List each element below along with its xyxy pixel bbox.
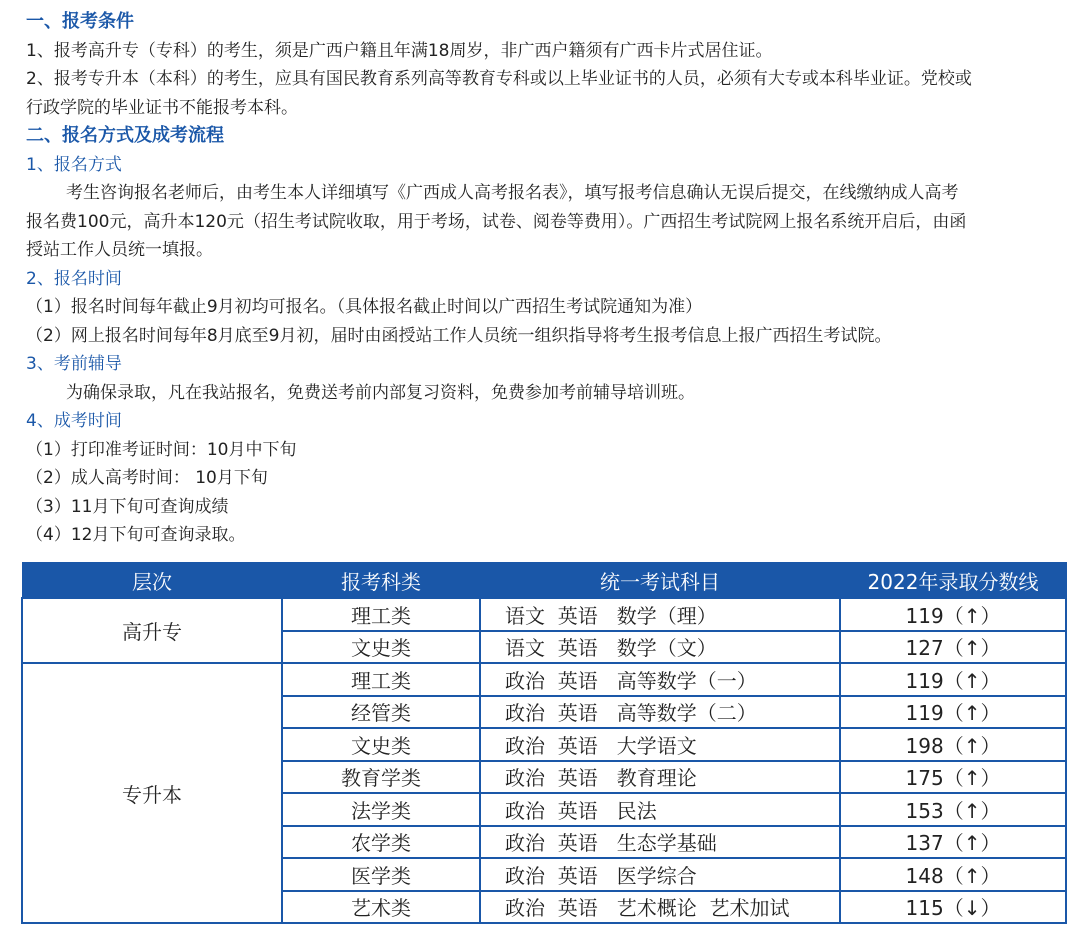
category-cell: 艺术类	[282, 891, 480, 924]
paragraph: 报名费100元，高升本120元（招生考试院收取，用于考场，试卷、阅卷等费用）。广西招生考试院网上报名系统开启后，由函	[26, 211, 967, 232]
subjects-cell: 政治 英语 高等数学（二）	[480, 696, 840, 729]
subjects-cell: 语文 英语 数学（文）	[480, 631, 840, 664]
document-body	[26, 0, 1072, 550]
table-header-row	[22, 563, 1066, 598]
header-level: 层次	[22, 563, 282, 598]
score-cell: 115（↓）	[840, 891, 1066, 924]
paragraph: 1、报考高升专（专科）的考生，须是广西户籍且年满18周岁，非广西户籍须有广西卡片式居住证。	[26, 40, 773, 61]
category-cell: 理工类	[282, 663, 480, 696]
paragraph: 为确保录取，凡在我站报名，免费送考前内部复习资料，免费参加考前辅导培训班。	[66, 382, 695, 403]
table-row	[22, 663, 1066, 696]
level-cell: 专升本	[22, 663, 282, 923]
table-row	[22, 598, 1066, 631]
subheading-registration-time: 2、报名时间	[26, 268, 122, 289]
header-category: 报考科类	[282, 563, 480, 598]
level-cell: 高升专	[22, 598, 282, 663]
subjects-cell: 政治 英语 大学语文	[480, 728, 840, 761]
section-heading-requirements: 一、报考条件	[26, 11, 134, 32]
score-cell: 198（↑）	[840, 728, 1066, 761]
section-heading-process: 二、报名方式及成考流程	[26, 125, 224, 146]
paragraph: 行政学院的毕业证书不能报考本科。	[26, 97, 298, 118]
category-cell: 法学类	[282, 793, 480, 826]
category-cell: 文史类	[282, 728, 480, 761]
subjects-cell: 政治 英语 医学综合	[480, 858, 840, 891]
score-cell: 127（↑）	[840, 631, 1066, 664]
list-item: （2）网上报名时间每年8月底至9月初，届时由函授站工作人员统一组织指导将考生报考信息上报广西招生考试院。	[26, 325, 892, 346]
paragraph: 授站工作人员统一填报。	[26, 240, 213, 260]
subjects-cell: 政治 英语 民法	[480, 793, 840, 826]
list-item: （1）报名时间每年截止9月初均可报名。（具体报名截止时间以广西招生考试院通知为准）	[26, 297, 703, 317]
subjects-cell: 政治 英语 艺术概论 艺术加试	[480, 891, 840, 924]
subjects-cell: 政治 英语 教育理论	[480, 761, 840, 794]
score-cell: 119（↑）	[840, 598, 1066, 631]
header-subjects: 统一考试科目	[480, 563, 840, 598]
subheading-registration-method: 1、报名方式	[26, 154, 122, 175]
score-cell: 119（↑）	[840, 663, 1066, 696]
category-cell: 教育学类	[282, 761, 480, 794]
subjects-cell: 政治 英语 高等数学（一）	[480, 663, 840, 696]
header-score: 2022年录取分数线	[840, 563, 1066, 598]
score-cell: 119（↑）	[840, 696, 1066, 729]
list-item: （4）12月下旬可查询录取。	[26, 525, 246, 545]
admission-score-table	[21, 562, 1067, 924]
score-cell: 153（↑）	[840, 793, 1066, 826]
score-cell: 175（↑）	[840, 761, 1066, 794]
category-cell: 经管类	[282, 696, 480, 729]
category-cell: 文史类	[282, 631, 480, 664]
list-item: （1）打印准考证时间：10月中下旬	[26, 439, 297, 460]
paragraph: 考生咨询报名老师后，由考生本人详细填写《广西成人高考报名表》，填写报考信息确认无误后提交，在线缴纳成人高考	[66, 183, 959, 203]
subjects-cell: 语文 英语 数学（理）	[480, 598, 840, 631]
score-cell: 137（↑）	[840, 826, 1066, 859]
category-cell: 农学类	[282, 826, 480, 859]
category-cell: 理工类	[282, 598, 480, 631]
score-cell: 148（↑）	[840, 858, 1066, 891]
category-cell: 医学类	[282, 858, 480, 891]
paragraph: 2、报考专升本（本科）的考生，应具有国民教育系列高等教育专科或以上毕业证书的人员，必须有大专或本科毕业证。党校或	[26, 69, 972, 89]
list-item: （2）成人高考时间： 10月下旬	[26, 468, 268, 488]
subjects-cell: 政治 英语 生态学基础	[480, 826, 840, 859]
list-item: （3）11月下旬可查询成绩	[26, 496, 229, 517]
subheading-exam-tutoring: 3、考前辅导	[26, 354, 122, 374]
subheading-exam-time: 4、成考时间	[26, 411, 122, 431]
